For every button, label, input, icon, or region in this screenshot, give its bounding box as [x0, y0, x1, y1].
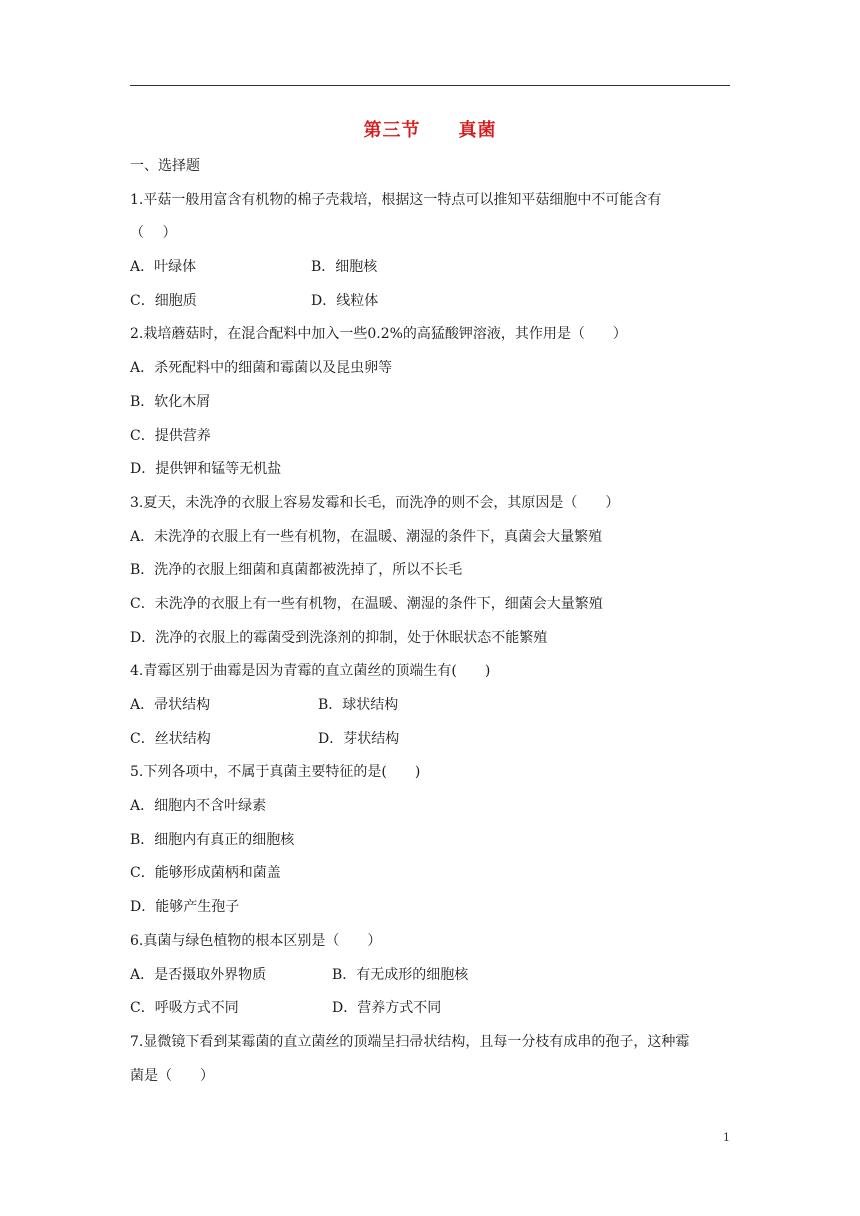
option-c: C．未洗净的衣服上有一些有机物，在温暖、潮湿的条件下，细菌会大量繁殖 [130, 595, 603, 612]
question-1 [130, 184, 730, 319]
option-c: C．能够形成菌柄和菌盖 [130, 865, 281, 882]
question-stem: 2.栽培蘑菇时，在混合配料中加入一些0.2%的高猛酸钾溶液，其作用是（ ） [130, 326, 627, 343]
question-3 [130, 487, 730, 655]
option-row [130, 959, 730, 993]
option-b: B．细胞内有真正的细胞核 [130, 831, 295, 848]
option-a: A．叶绿体 [130, 259, 197, 276]
question-7 [130, 1026, 730, 1093]
option-row [130, 723, 730, 757]
option-row [130, 992, 730, 1026]
answer-blank: （ ） [130, 225, 177, 242]
section-heading: 一、选择题 [130, 158, 200, 174]
question-6 [130, 925, 730, 1026]
option-row [130, 251, 730, 285]
option-a: A．帚状结构 [130, 697, 211, 713]
option-a: A．是否摄取外界物质 [130, 966, 267, 983]
question-stem: 6.真菌与绿色植物的根本区别是（ ） [130, 932, 382, 949]
question-4 [130, 655, 730, 756]
option-a: A．细胞内不含叶绿素 [130, 798, 267, 815]
option-d: D．营养方式不同 [332, 1000, 442, 1017]
option-row [130, 689, 730, 723]
option-d: D．线粒体 [311, 292, 379, 309]
question-stem: 1.平菇一般用富含有机物的棉子壳栽培，根据这一特点可以推知平菇细胞中不可能含有 [130, 191, 662, 208]
option-c: C．丝状结构 [130, 730, 211, 747]
option-d: D．洗净的衣服上的霉菌受到洗涤剂的抑制，处于休眠状态不能繁殖 [130, 629, 548, 646]
option-c: C．提供营养 [130, 427, 211, 444]
page-title: 第三节 真菌 [363, 120, 497, 141]
option-c: C．细胞质 [130, 292, 197, 309]
option-b: B．有无成形的细胞核 [332, 966, 469, 983]
option-a: A．杀死配料中的细菌和霉菌以及昆虫卵等 [130, 360, 393, 377]
question-stem: 7.显微镜下看到某霉菌的直立菌丝的顶端呈扫帚状结构，且每一分枝有成串的孢子，这种霉 [130, 1033, 690, 1050]
option-b: B．细胞核 [311, 259, 378, 276]
question-stem-continued: 菌是（ ） [130, 1067, 214, 1084]
option-d: D．能够产生孢子 [130, 899, 240, 916]
question-stem: 5.下列各项中，不属于真菌主要特征的是( ) [130, 764, 421, 781]
question-2 [130, 318, 730, 486]
option-row [130, 285, 730, 319]
option-b: B．软化木屑 [130, 393, 211, 410]
question-stem: 4.青霉区别于曲霉是因为青霉的直立菌丝的顶端生有( ) [130, 663, 491, 680]
option-d: D．提供钾和锰等无机盐 [130, 461, 282, 478]
option-a: A．未洗净的衣服上有一些有机物，在温暖、潮湿的条件下，真菌会大量繁殖 [130, 528, 603, 545]
page-number: 1 [723, 1131, 730, 1144]
option-b: B．球状结构 [318, 697, 399, 713]
question-stem: 3.夏天，未洗净的衣服上容易发霉和长毛，而洗净的则不会，其原因是（ ） [130, 494, 620, 511]
header-rule [130, 85, 730, 86]
worksheet-body [130, 150, 730, 1093]
option-d: D．芽状结构 [318, 730, 400, 747]
option-c: C．呼吸方式不同 [130, 1000, 239, 1017]
question-5 [130, 756, 730, 924]
option-b: B．洗净的衣服上细菌和真菌都被洗掉了，所以不长毛 [130, 562, 463, 579]
